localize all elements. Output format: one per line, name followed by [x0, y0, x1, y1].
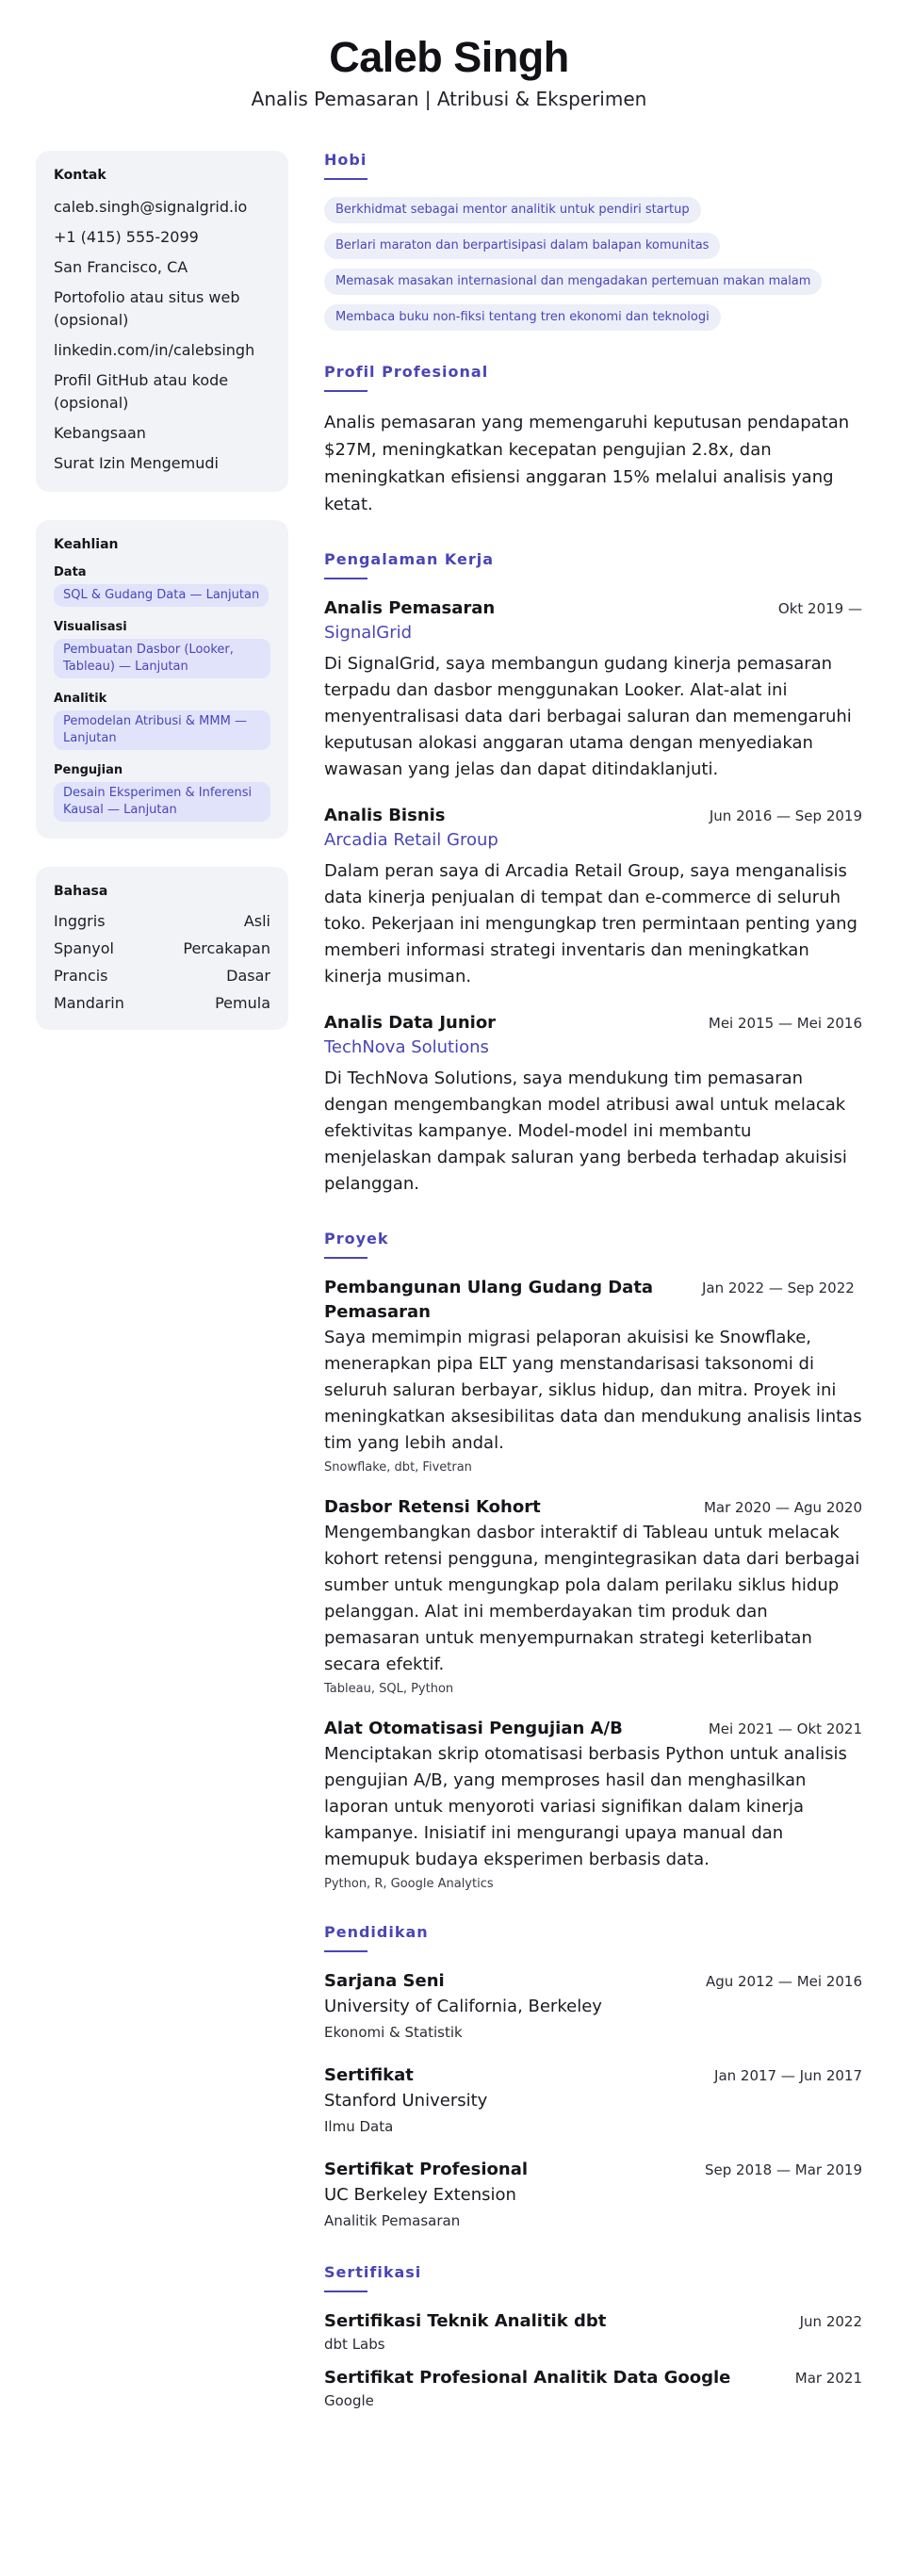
contact-nationality: Kebangsaan	[54, 424, 146, 442]
certifications-section	[324, 2263, 862, 2411]
section-title: Profil Profesional	[324, 363, 489, 381]
languages-title: Bahasa	[54, 884, 108, 899]
skill-pill: Pemodelan Atribusi & MMM — Lanjutan	[54, 710, 270, 750]
contact-github[interactable]: Profil GitHub atau kode (opsional)	[54, 371, 229, 412]
project-description: Menciptakan skrip otomatisasi berbasis Python untuk analisis pengujian A/B, yang memproses hasil dan menghasilkan laporan untuk menyoroti variasi signifikan dalam kinerja kampanye. Inisiatif ini mengurangi upaya manual dan memupuk budaya eksperimen berbasis data.	[324, 1744, 847, 1869]
institution-name: University of California, Berkeley	[324, 1997, 602, 2016]
profile-summary: Analis pemasaran yang memengaruhi keputusan pendapatan $27M, meningkatkan kecepatan pengujian 2.8x, dan meningkatkan efisiensi anggaran 15% melalui analisis yang ketat.	[324, 413, 850, 514]
project-entry	[324, 1276, 862, 1475]
education-dates: Jan 2017 — Jun 2017	[714, 2067, 862, 2084]
hobby-pill: Berkhidmat sebagai mentor analitik untuk pendiri startup	[324, 197, 701, 223]
language-name: Mandarin	[54, 994, 124, 1012]
job-dates: Mei 2015 — Mei 2016	[708, 1015, 862, 1032]
certification-entry	[324, 2366, 862, 2411]
certification-name: Sertifikasi Teknik Analitik dbt	[324, 2311, 607, 2331]
language-row	[54, 967, 270, 986]
project-entry	[324, 1495, 862, 1696]
certification-issuer: dbt Labs	[324, 2336, 385, 2353]
degree-name: Sertifikat	[324, 2065, 414, 2085]
education-dates: Sep 2018 — Mar 2019	[705, 2161, 862, 2178]
project-tech: Python, R, Google Analytics	[324, 1877, 494, 1891]
education-section	[324, 1923, 862, 2231]
job-title: Analis Data Junior	[324, 1013, 497, 1033]
resume-header	[36, 32, 862, 113]
education-entry	[324, 2063, 862, 2137]
experience-section	[324, 550, 862, 1198]
job-title: Analis Bisnis	[324, 806, 446, 825]
skill-label: Data	[54, 565, 87, 579]
languages-card	[36, 867, 288, 1030]
job-description: Di SignalGrid, saya membangun gudang kinerja pemasaran terpadu dan dasbor menggunakan Looker. Alat-alat ini menyentralisasi data dari berbagai saluran dan memengaruhi keputusan alokasi anggaran utama dengan menyediakan wawasan yang jelas dan dapat ditindaklanjuti.	[324, 654, 852, 779]
section-title: Proyek	[324, 1230, 389, 1247]
language-name: Prancis	[54, 967, 108, 985]
job-dates: Okt 2019 —	[777, 600, 862, 617]
language-row	[54, 912, 270, 931]
skill-label: Pengujian	[54, 763, 123, 777]
project-entry	[324, 1717, 862, 1891]
candidate-subtitle: Analis Pemasaran | Atribusi & Eksperimen	[251, 88, 647, 110]
study-field: Analitik Pemasaran	[324, 2212, 461, 2229]
profile-section	[324, 363, 862, 518]
certification-name: Sertifikat Profesional Analitik Data Google	[324, 2368, 731, 2388]
project-dates: Mei 2021 — Okt 2021	[708, 1720, 862, 1737]
section-divider	[324, 2291, 367, 2292]
hobby-pill: Membaca buku non-fiksi tentang tren ekonomi dan teknologi	[324, 304, 721, 331]
contact-linkedin[interactable]: linkedin.com/in/calebsingh	[54, 341, 255, 359]
section-divider	[324, 1950, 367, 1952]
project-dates: Mar 2020 — Agu 2020	[703, 1499, 862, 1516]
job-title: Analis Pemasaran	[324, 598, 496, 618]
education-entry	[324, 1969, 862, 2043]
job-description: Dalam peran saya di Arcadia Retail Group, saya menganalisis data kinerja penjualan di tempat dan e-commerce di seluruh toko. Pekerjaan ini mengungkap tren permintaan penting yang memberi informasi strategi inventaris dan meningkatkan kinerja musiman.	[324, 861, 857, 986]
language-level: Dasar	[226, 967, 270, 985]
skill-pill: SQL & Gudang Data — Lanjutan	[54, 584, 269, 607]
project-tech: Snowflake, dbt, Fivetran	[324, 1460, 472, 1475]
institution-name: UC Berkeley Extension	[324, 2185, 516, 2205]
contact-license: Surat Izin Mengemudi	[54, 454, 219, 472]
experience-entry	[324, 596, 862, 783]
projects-section	[324, 1230, 862, 1891]
section-title: Sertifikasi	[324, 2263, 422, 2281]
project-name: Pembangunan Ulang Gudang Data Pemasaran	[324, 1278, 654, 1322]
hobby-pill: Memasak masakan internasional dan mengadakan pertemuan makan malam	[324, 269, 822, 295]
section-divider	[324, 1257, 367, 1259]
sidebar	[36, 151, 288, 1058]
skills-card	[36, 520, 288, 839]
project-name: Dasbor Retensi Kohort	[324, 1497, 541, 1517]
project-name: Alat Otomatisasi Pengujian A/B	[324, 1719, 623, 1738]
job-dates: Jun 2016 — Sep 2019	[709, 807, 862, 824]
main-content	[324, 151, 862, 2411]
candidate-name: Caleb Singh	[329, 33, 569, 81]
contact-location: San Francisco, CA	[54, 258, 188, 276]
section-divider	[324, 390, 367, 392]
section-divider	[324, 578, 367, 579]
contact-card	[36, 151, 288, 492]
language-row	[54, 994, 270, 1013]
education-dates: Agu 2012 — Mei 2016	[705, 1973, 862, 1990]
certification-date: Jun 2022	[799, 2313, 862, 2330]
contact-email[interactable]: caleb.singh@signalgrid.io	[54, 198, 248, 216]
degree-name: Sarjana Seni	[324, 1971, 445, 1991]
experience-entry	[324, 1011, 862, 1198]
language-name: Inggris	[54, 912, 106, 930]
education-entry	[324, 2158, 862, 2231]
skill-pill: Desain Eksperimen & Inferensi Kausal — Lanjutan	[54, 782, 270, 822]
language-name: Spanyol	[54, 939, 114, 957]
section-divider	[324, 178, 367, 180]
degree-name: Sertifikat Profesional	[324, 2160, 529, 2179]
project-dates: Jan 2022 — Sep 2022	[702, 1280, 855, 1296]
project-description: Saya memimpin migrasi pelaporan akuisisi ke Snowflake, menerapkan pipa ELT yang menstandarisasi taksonomi di seluruh saluran berbayar, siklus hidup, dan mitra. Proyek ini meningkatkan aksesibilitas data dan mendukung analisis lintas tim yang lebih andal.	[324, 1328, 862, 1453]
company-name: Arcadia Retail Group	[324, 830, 498, 850]
institution-name: Stanford University	[324, 2091, 488, 2111]
project-description: Mengembangkan dasbor interaktif di Tableau untuk melacak kohort retensi pengguna, mengintegrasikan data dari berbagai sumber untuk mengungkap pola dalam perilaku siklus hidup pelanggan. Alat ini memberdayakan tim produk dan pemasaran untuk menyempurnakan strategi keterlibatan secara efektif.	[324, 1523, 860, 1674]
skill-group	[54, 620, 270, 678]
language-level: Percakapan	[183, 939, 270, 957]
skills-title: Keahlian	[54, 537, 119, 552]
experience-entry	[324, 804, 862, 990]
study-field: Ilmu Data	[324, 2118, 394, 2135]
hobbies-section	[324, 151, 862, 331]
hobby-pill: Berlari maraton dan berpartisipasi dalam balapan komunitas	[324, 233, 720, 259]
job-description: Di TechNova Solutions, saya mendukung tim pemasaran dengan mengembangkan model atribusi awal untuk melacak efektivitas kampanye. Model-model ini membantu menjelaskan dampak saluran yang berbeda terhadap akuisisi pelanggan.	[324, 1068, 847, 1194]
skill-group	[54, 763, 270, 822]
certification-entry	[324, 2309, 862, 2355]
skill-group	[54, 565, 270, 607]
section-title: Pengalaman Kerja	[324, 550, 495, 568]
project-tech: Tableau, SQL, Python	[324, 1682, 454, 1696]
company-name: TechNova Solutions	[324, 1037, 489, 1057]
contact-title: Kontak	[54, 168, 106, 183]
language-level: Asli	[243, 912, 270, 930]
certification-date: Mar 2021	[794, 2370, 862, 2387]
language-row	[54, 939, 270, 958]
study-field: Ekonomi & Statistik	[324, 2024, 463, 2041]
skill-pill: Pembuatan Dasbor (Looker, Tableau) — Lanjutan	[54, 639, 270, 678]
contact-phone[interactable]: +1 (415) 555-2099	[54, 228, 199, 246]
skill-label: Visualisasi	[54, 620, 127, 634]
skill-group	[54, 692, 270, 750]
contact-portfolio[interactable]: Portofolio atau situs web (opsional)	[54, 288, 240, 329]
skill-label: Analitik	[54, 692, 107, 706]
section-title: Pendidikan	[324, 1923, 429, 1941]
language-level: Pemula	[215, 994, 270, 1012]
company-name: SignalGrid	[324, 623, 413, 643]
certification-issuer: Google	[324, 2392, 374, 2409]
section-title: Hobi	[324, 151, 367, 169]
